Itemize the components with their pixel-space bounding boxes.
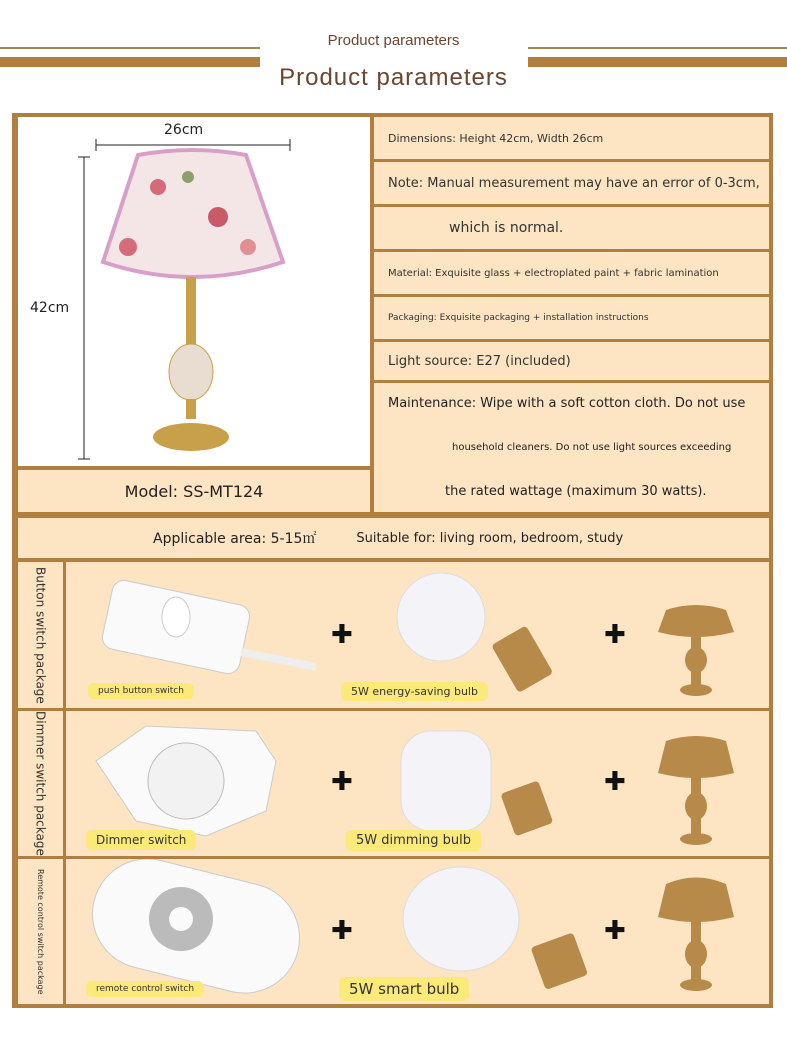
plus-icon: ✚ [331, 916, 353, 946]
plus-icon: ✚ [604, 916, 626, 946]
param-dimensions: Dimensions: Height 42cm, Width 26cm [374, 117, 769, 159]
param-note-cont: which is normal. [374, 207, 769, 249]
package-label: Button switch package [18, 562, 63, 708]
product-image [18, 117, 370, 466]
maintenance-line-2: household cleaners. Do not use light sources exceeding [452, 442, 732, 453]
param-note: Note: Manual measurement may have an error of 0-3cm, [374, 162, 769, 204]
maintenance-line-3: the rated wattage (maximum 30 watts). [445, 484, 707, 499]
width-label: 26cm [164, 122, 204, 138]
switch-tag: remote control switch [86, 981, 204, 997]
plus-icon: ✚ [331, 620, 353, 650]
param-material: Material: Exquisite glass + electroplated paint + fabric lamination [374, 252, 769, 294]
model-cell: Model: SS-MT124 [18, 470, 370, 512]
applicable-area: Applicable area: 5-15㎡ [153, 531, 317, 547]
bulb-tag: 5W dimming bulb [346, 830, 481, 851]
plus-icon: ✚ [331, 767, 353, 797]
param-packaging: Packaging: Exquisite packaging + installation instructions [374, 297, 769, 339]
switch-tag: Dimmer switch [86, 830, 196, 850]
switch-tag: push button switch [88, 683, 194, 699]
header-subtitle: Product parameters [327, 32, 460, 49]
lamp-photo [18, 117, 370, 466]
height-label: 42cm [30, 300, 70, 316]
suitable-for: Suitable for: living room, bedroom, study [356, 530, 624, 546]
page-title: Product parameters [279, 64, 508, 91]
package-row-dimmer [66, 711, 769, 856]
param-light-source: Light source: E27 (included) [374, 342, 769, 380]
bulb-tag: 5W smart bulb [339, 977, 469, 1001]
plus-icon: ✚ [604, 767, 626, 797]
package-label: Dimmer switch package [18, 711, 63, 856]
param-maintenance [374, 383, 769, 512]
package-row-remote [66, 859, 769, 1004]
bulb-tag: 5W energy-saving bulb [341, 682, 488, 701]
package-label: Remote control switch package [18, 859, 63, 1004]
area-row [18, 518, 769, 558]
maintenance-line-1: Maintenance: Wipe with a soft cotton cloth. Do not use [388, 396, 746, 411]
package-row-button [66, 562, 769, 708]
plus-icon: ✚ [604, 620, 626, 650]
